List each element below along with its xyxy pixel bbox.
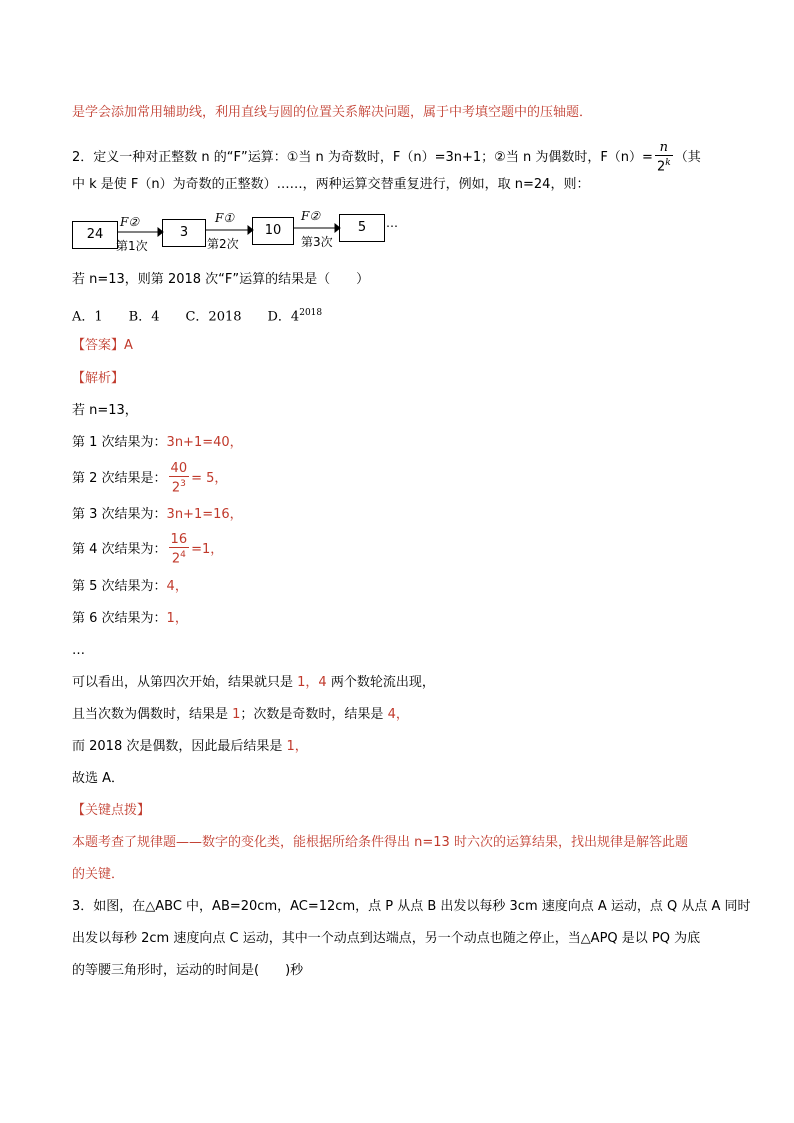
solution-line-12: 故选 A． [72, 771, 125, 786]
solution-line-6: 第 5 次结果为：4， [72, 579, 188, 594]
q3-line3: 的等腰三角形时，运动的时间是( )秒 [72, 963, 304, 978]
q2-question: 若 n=13，则第 2018 次“F”运算的结果是（ ） [72, 272, 370, 287]
key-points-line1: 本题考查了规律题——数字的变化类，能根据所给条件得出 n=13 时六次的运算结果，找出规律是解答此题 [72, 835, 688, 850]
step-label-2: 第2次 [207, 237, 239, 251]
solution-line-3: 第 2 次结果是： $\frac{40}{2^3}$ = 5， [72, 461, 228, 496]
fraction-40: $\frac{40}{2^3}$ [170, 461, 188, 496]
answer-line [72, 337, 133, 355]
diagram-box-3: 10 [252, 217, 294, 245]
q2-options: A．1 B．4 C．2018 D．$4^{2018}$ [72, 308, 323, 325]
solution-line-11: 而 2018 次是偶数，因此最后结果是 1， [72, 739, 308, 754]
arrow-label-2: F① [215, 211, 235, 225]
solution-line-5: 第 4 次结果为： $\frac{16}{2^4}$ =1， [72, 532, 224, 567]
diagram-ellipsis: … [386, 216, 398, 230]
diagram-box-4: 5 [339, 214, 385, 242]
q2-line2: 中 k 是使 F（n）为奇数的正整数）……，两种运算交替重复进行，例如，取 n=24，则： [72, 177, 590, 192]
key-points-label: 【关键点拨】 [72, 803, 151, 818]
q2-line1-text: 2．定义一种对正整数 n 的“F”运算：①当 n 为奇数时，F（n）=3n+1；②当 n 为偶数时，F（n）= [72, 150, 653, 166]
step-label-3: 第3次 [301, 235, 333, 249]
solution-line-4: 第 3 次结果为：3n+1=16， [72, 507, 243, 522]
arrow-label-3: F② [301, 209, 321, 223]
analysis-label: 【解析】 [72, 371, 125, 386]
key-points-line2: 的关键． [72, 867, 125, 882]
intro-line: 是学会添加常用辅助线，利用直线与圆的位置关系解决问题，属于中考填空题中的压轴题． [72, 105, 593, 120]
solution-line-9: 可以看出，从第四次开始，结果就只是 1，4 两个数轮流出现， [72, 675, 435, 690]
answer-label: 【答案】 [72, 338, 125, 353]
diagram-box-1: 24 [72, 221, 118, 249]
solution-line-2: 第 1 次结果为：3n+1=40， [72, 435, 243, 450]
arrow-label-1: F② [120, 215, 140, 229]
solution-line-10: 且当次数为偶数时，结果是 1；次数是奇数时，结果是 4， [72, 707, 409, 722]
option-d-exponent: 2018 [299, 308, 323, 318]
q3-line1: 3．如图，在△ABC 中，AB=20cm，AC=12cm，点 P 从点 B 出发以每秒 3cm 速度向点 A 运动，点 Q 从点 A 同时 [72, 899, 751, 914]
solution-line-7: 第 6 次结果为：1， [72, 611, 188, 626]
q2-fraction: $\frac{n}{2^k}$ [656, 140, 671, 175]
solution-line-1: 若 n=13， [72, 403, 138, 418]
solution-ellipsis: … [72, 643, 85, 658]
q3-line2: 出发以每秒 2cm 速度向点 C 运动，其中一个动点到达端点，另一个动点也随之停止，当△APQ 是以 PQ 为底 [72, 931, 701, 946]
diagram-box-2: 3 [162, 219, 206, 247]
answer-value: A [124, 338, 133, 353]
fraction-16: $\frac{16}{2^4}$ [170, 532, 188, 567]
step-label-1: 第1次 [116, 239, 148, 253]
q2-line1-tail: （其 [674, 150, 701, 166]
